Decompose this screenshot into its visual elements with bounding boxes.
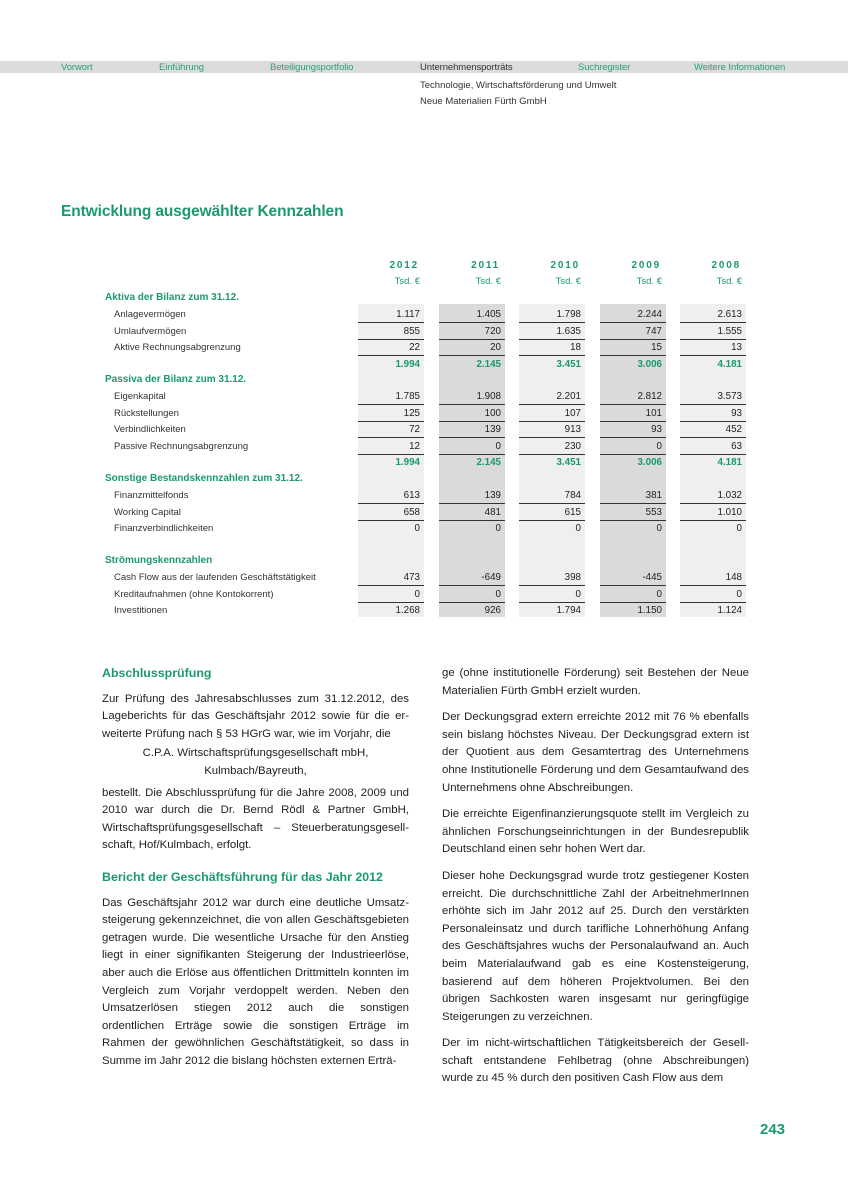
table-total-cell: 4.181 — [717, 457, 742, 468]
nav-item-vorwort[interactable]: Vorwort — [61, 62, 93, 73]
table-cell: 13 — [680, 340, 746, 356]
nav-item-suchregister[interactable]: Suchregister — [578, 62, 631, 73]
left-text-column — [102, 665, 409, 1079]
table-total-cell: 3.451 — [556, 358, 581, 370]
table-total-cell: 1.994 — [395, 358, 420, 370]
table-cell: 1.124 — [717, 605, 742, 616]
unit-header: Tsd. € — [475, 276, 501, 287]
table-cell: 2.244 — [600, 307, 666, 323]
table-cell: 2.201 — [519, 389, 585, 405]
row-label: Verbindlichkeiten — [114, 424, 186, 435]
table-cell: 481 — [439, 505, 505, 521]
table-cell: 1.785 — [358, 389, 424, 405]
table-cell: 0 — [495, 523, 501, 534]
row-label: Finanzmittelfonds — [114, 490, 189, 501]
table-cell: 93 — [680, 406, 746, 422]
table-total-cell: 2.145 — [476, 457, 501, 468]
table-cell: 855 — [358, 324, 424, 340]
unit-header: Tsd. € — [394, 276, 420, 287]
row-label: Anlagevermögen — [114, 309, 186, 320]
table-cell: 613 — [358, 488, 424, 504]
table-cell: 553 — [600, 505, 666, 521]
row-label: Umlaufvermögen — [114, 325, 187, 337]
table-total-cell: 1.994 — [395, 457, 420, 468]
table-cell: 1.794 — [556, 605, 581, 616]
paragraph: ge (ohne institutionelle Förderung) seit Bestehen der Neue Materialien Fürth GmbH erzielt wurden. — [442, 667, 749, 697]
table-total-cell: 3.006 — [637, 457, 662, 468]
row-label: Cash Flow aus der laufenden Geschäftstätigkeit — [114, 572, 316, 583]
auditor-location: Kulmbach/Bayreuth, — [204, 764, 307, 777]
table-cell: 0 — [358, 587, 424, 603]
table-cell: 747 — [600, 324, 666, 340]
table-cell: 101 — [600, 406, 666, 422]
year-header: 2012 — [389, 260, 419, 271]
row-label: Investitionen — [114, 605, 168, 616]
row-label: Eigenkapital — [114, 391, 166, 402]
table-cell: 1.032 — [680, 488, 746, 504]
nav-item-einfuehrung[interactable]: Einführung — [159, 62, 204, 73]
nav-item-unternehmensportraets[interactable]: Unternehmensporträts — [420, 62, 513, 73]
table-total-cell: 2.145 — [476, 358, 501, 370]
section-label: Strömungskennzahlen — [105, 555, 213, 566]
table-cell: 1.150 — [637, 605, 662, 616]
table-cell: 658 — [358, 505, 424, 521]
table-cell: 473 — [358, 570, 424, 586]
paragraph: Die erreichte Eigenfinanzierungsquote stellt im Vergleich zu ähnlichen Forschungseinrichtungen in der Bundesrepublik Deutschland einen sehr hohen Wert dar. — [442, 808, 749, 856]
section-label: Aktiva der Bilanz zum 31.12. — [105, 292, 239, 303]
table-cell: 1.635 — [519, 324, 585, 340]
year-header: 2009 — [631, 260, 661, 271]
table-cell: 1.117 — [358, 307, 424, 323]
paragraph: Zur Prüfung des Jahresabschlusses zum 31.12.2012, des Lageberichts für das Geschäftsjahr 2012 sowie für die erweiterte Prüfung nach § 53 HGrG war, wie im Vorjahr, die — [102, 692, 409, 740]
table-cell: 20 — [439, 340, 505, 356]
table-cell: 1.268 — [395, 605, 420, 616]
paragraph: Der im nicht-wirtschaftlichen Tätigkeitsbereich der Gesellschaft entstandene Fehlbetrag (ohne Abschreibungen) wurde zu 45 % durch den positiven Cash Flow aus dem — [442, 1037, 749, 1085]
unit-header: Tsd. € — [716, 276, 742, 287]
year-header: 2010 — [550, 260, 580, 271]
table-cell: 63 — [680, 439, 746, 455]
table-cell: 2.613 — [680, 307, 746, 323]
table-cell: 1.405 — [439, 307, 505, 323]
row-label: Rückstellungen — [114, 407, 179, 419]
nav-item-weitere-informationen[interactable]: Weitere Informationen — [694, 62, 786, 73]
section-heading-bericht: Bericht der Geschäftsführung für das Jahr 2012 — [102, 869, 383, 884]
year-header: 2011 — [471, 260, 500, 271]
table-total-cell: 3.451 — [556, 457, 581, 468]
table-cell: 148 — [680, 570, 746, 586]
table-cell: 1.908 — [439, 389, 505, 405]
section-label: Sonstige Bestandskennzahlen zum 31.12. — [105, 473, 303, 484]
table-cell: 93 — [600, 422, 666, 438]
table-cell: 107 — [519, 406, 585, 422]
table-cell: 12 — [358, 439, 424, 455]
table-cell: 1.798 — [519, 307, 585, 323]
table-cell: 0 — [439, 587, 505, 603]
breadcrumb-company: Neue Materialien Fürth GmbH — [420, 96, 547, 107]
unit-header: Tsd. € — [636, 276, 662, 287]
table-cell: 398 — [519, 570, 585, 586]
table-cell: 3.573 — [680, 389, 746, 405]
paragraph: Dieser hohe Deckungsgrad wurde trotz gestiegener Kosten erreicht. Die durchschnittliche Zahl der ArbeitnehmerInnen erhöhte sich im Jahr 2012 auf 25. Durch den verstärkten Personaleinsatz und durch tarifliche Lohnerhöhung Anfang des Geschäftsjahres wuchs der Personalaufwand an. Auch beim Materialaufwand gab es eine Kostensteigerung, basierend auf dem höheren Projektvolumen. Bei den übrigen Sachkosten waren insgesamt nur geringfügige Steigerungen zu verzeichnen. — [442, 869, 749, 1023]
breadcrumb-category: Technologie, Wirtschaftsförderung und Umwelt — [420, 80, 617, 91]
row-label: Kreditaufnahmen (ohne Kontokorrent) — [114, 588, 274, 600]
section-heading-abschlusspruefung: Abschlussprüfung — [102, 666, 212, 680]
section-label: Passiva der Bilanz zum 31.12. — [105, 374, 247, 385]
table-cell: 0 — [439, 439, 505, 455]
table-cell: 139 — [439, 488, 505, 504]
table-cell: 0 — [680, 587, 746, 603]
table-cell: 926 — [484, 605, 501, 616]
row-label: Working Capital — [114, 506, 181, 518]
year-header: 2008 — [711, 260, 741, 271]
table-cell: 18 — [519, 340, 585, 356]
table-total-cell: 4.181 — [717, 358, 742, 370]
row-label: Aktive Rechnungsabgrenzung — [114, 342, 241, 353]
table-cell: 0 — [656, 523, 662, 534]
right-text-column — [442, 665, 749, 1097]
table-cell: 100 — [439, 406, 505, 422]
table-cell: 125 — [358, 406, 424, 422]
table-cell: 0 — [575, 523, 581, 534]
page-title: Entwicklung ausgewählter Kennzahlen — [61, 203, 344, 220]
table-total-cell: 3.006 — [637, 358, 662, 370]
table-cell: 913 — [519, 422, 585, 438]
table-cell: 1.010 — [680, 505, 746, 521]
paragraph: Der Deckungsgrad extern erreichte 2012 mit 76 % ebenfalls sein bislang höchstes Niveau. Der Deckungsgrad extern ist der Quotient aus dem Gesamtertrag des Unternehmens ohne Institutionelle Förderung und dem Gesamtaufwand des Unternehmens ohne Abschreibungen. — [442, 711, 749, 794]
table-cell: 0 — [600, 439, 666, 455]
table-cell: 720 — [439, 324, 505, 340]
nav-item-beteiligungsportfolio[interactable]: Beteiligungsportfolio — [270, 62, 354, 73]
table-cell: 15 — [600, 340, 666, 356]
table-cell: 381 — [600, 488, 666, 504]
table-cell: -649 — [439, 570, 505, 586]
table-cell: 230 — [519, 439, 585, 455]
table-cell: 784 — [519, 488, 585, 504]
table-cell: 22 — [358, 340, 424, 356]
table-cell: 0 — [414, 523, 420, 534]
table-cell: 139 — [439, 422, 505, 438]
page-number: 243 — [760, 1121, 786, 1138]
table-cell: 0 — [736, 523, 742, 534]
table-cell: -445 — [600, 570, 666, 586]
table-cell: 615 — [519, 505, 585, 521]
table-cell: 2.812 — [600, 389, 666, 405]
auditor-name: C.P.A. Wirtschaftsprüfungsgesellschaft mbH, — [142, 747, 369, 760]
table-cell: 0 — [519, 587, 585, 603]
unit-header: Tsd. € — [555, 276, 581, 287]
table-cell: 0 — [600, 587, 666, 603]
row-label: Finanzverbindlichkeiten — [114, 523, 214, 534]
table-cell: 452 — [680, 422, 746, 438]
table-cell: 1.555 — [680, 324, 746, 340]
row-label: Passive Rechnungsabgrenzung — [114, 440, 249, 452]
table-cell: 72 — [358, 422, 424, 438]
paragraph: bestellt. Die Abschlussprüfung für die Jahre 2008, 2009 und 2010 war durch die Dr. Bernd Rödl & Partner GmbH, Wirtschaftsprüfungsgesellschaft – Steuerberatungsgesellschaft, Hof/Kulmbach, erfolgt. — [102, 786, 409, 852]
paragraph: Das Geschäftsjahr 2012 war durch eine deutliche Umsatzsteigerung gekennzeichnet, die von allen Geschäftsgebieten getragen wurde. Die wesentliche Ursache für den Anstieg liegt in einer signifikanten Steigerung der Industrieerlöse, aber auch die Erlöse aus öffentlichen Drittmitteln konnten im Vergleich zum Vorjahr verdoppelt werden. Neben den Umsatzerlösen stiegen 2012 auch die sonstigen ordentlichen Erträge sowie die sonstigen Erträge im Rahmen der gewöhnlichen Geschäftstätigkeit, so dass in Summe im Jahr 2012 die bislang höchsten externen Erträ- — [102, 896, 409, 1067]
